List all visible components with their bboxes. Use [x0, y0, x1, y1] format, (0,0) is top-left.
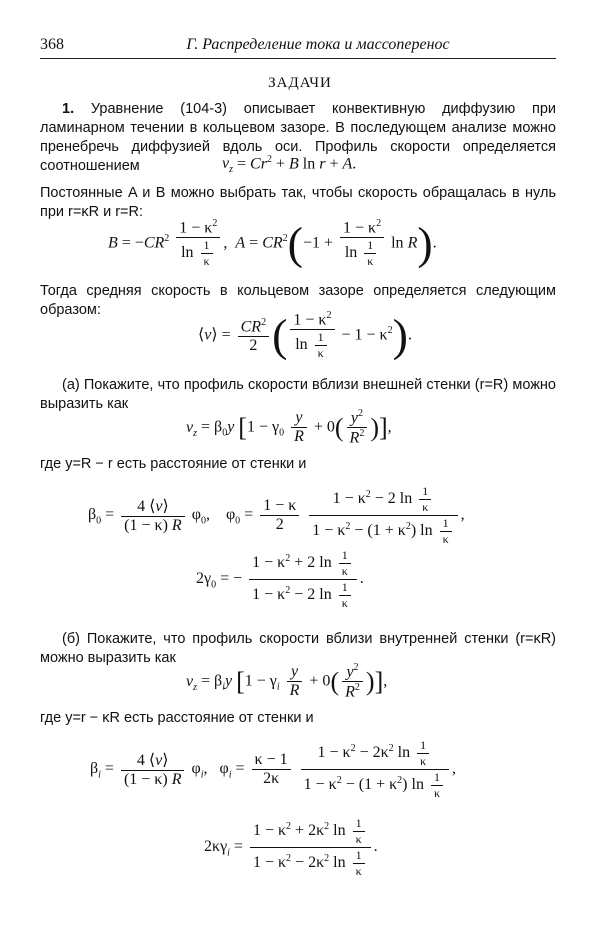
- section-title: ЗАДАЧИ: [268, 75, 332, 91]
- equation-gamma0: $2\gamma_0$ = − $1 - \kappa^2 + 2$ ln $\frac{1}{\kappa}$ $1 - \kappa^2 - 2$ ln $\frac{1}{\kappa}$ .: [196, 548, 364, 610]
- equation-betai-phii: $\beta_i$ = $\frac{4 ⟨v⟩}{(1 - \kappa) R}$ $\varphi_i$, $\varphi_i$ = $\frac{\kappa - 1}{2\kappa}$ $1 - \kappa^2 - 2\kappa^2$ ln $\frac{1}{\kappa}$ $1 - \kappa^2 - (1 + \kappa^2)$ ln $\frac{1}{\kappa}$ ,: [90, 738, 456, 800]
- page-header: [40, 36, 556, 58]
- page-number: 368: [40, 36, 64, 53]
- paragraph-7: где y=r − κR есть расстояние от стенки и: [40, 710, 314, 726]
- equation-velocity-profile: $v_z = Cr^2 + B$ ln r + A.: [222, 154, 357, 176]
- equation-gammai: $2\kappa\gamma_i$ = $1 - \kappa^2 + 2\kappa^2$ ln $\frac{1}{\kappa}$ $1 - \kappa^2 - 2\kappa^2$ ln $\frac{1}{\kappa}$ .: [204, 816, 378, 878]
- header-rule: [40, 58, 556, 59]
- paragraph-3: Тогда средняя скорость в кольцевом зазоре определяется следующим образом:: [40, 283, 556, 318]
- equation-beta0-phi0: $\beta_0$ = $\frac{4 ⟨v⟩}{(1 - \kappa) R}$ $\varphi_0$, $\varphi_0$ = $\frac{1 - \kappa}{2}$ $1 - \kappa^2 - 2$ ln $\frac{1}{\kappa}$ $1 - \kappa^2 - (1 + \kappa^2)$ ln $\frac{1}{\kappa}$ ,: [88, 484, 465, 546]
- paragraph-1-text: Уравнение (104-3) описывает конвективную диффузию при ламинарном течении в кольцевом зазоре. В последующем анализе можно пренебречь диффузией вдоль оси. Профиль скорости определяется соотношением: [40, 101, 556, 174]
- paragraph-6: (б) Покажите, что профиль скорости вблизи внутренней стенки (r=κR) можно выразить как: [40, 631, 556, 666]
- running-title: Г. Распределение тока и массоперенос: [186, 36, 450, 53]
- paragraph-4: (а) Покажите, что профиль скорости вблизи внешней стенки (r=R) можно выразить как: [40, 377, 556, 412]
- equation-outer-wall-profile: $v_z = \beta_0y$ [$1 - \gamma_0$ $\frac{y}{R}$ + 0( $\frac{y^2}{R^2}$ )],: [186, 408, 392, 447]
- equation-inner-wall-profile: $v_z = \beta_iy$ [$1 - \gamma_i$ $\frac{y}{R}$ + 0( $\frac{y^2}{R^2}$ )],: [186, 662, 388, 701]
- equation-constants: $B = -CR^2$ $1 - \kappa^2$ ln $\frac{1}{\kappa}$ , $A = CR^2(-1$ + $1 - \kappa^2$ ln $\frac{1}{\kappa}$ ln R).: [108, 217, 437, 269]
- paragraph-2: Постоянные A и B можно выбрать так, чтобы скорость обращалась в нуль при r=κR и r=R:: [40, 185, 556, 220]
- paragraph-5: где y=R − r есть расстояние от стенки и: [40, 456, 307, 472]
- problem-number: 1.: [62, 101, 75, 117]
- equation-mean-velocity: ⟨v⟩ = $\frac{CR^2}{2}$ ( $1 - \kappa^2$ ln $\frac{1}{\kappa}$ − $1 - \kappa^2$).: [198, 309, 412, 361]
